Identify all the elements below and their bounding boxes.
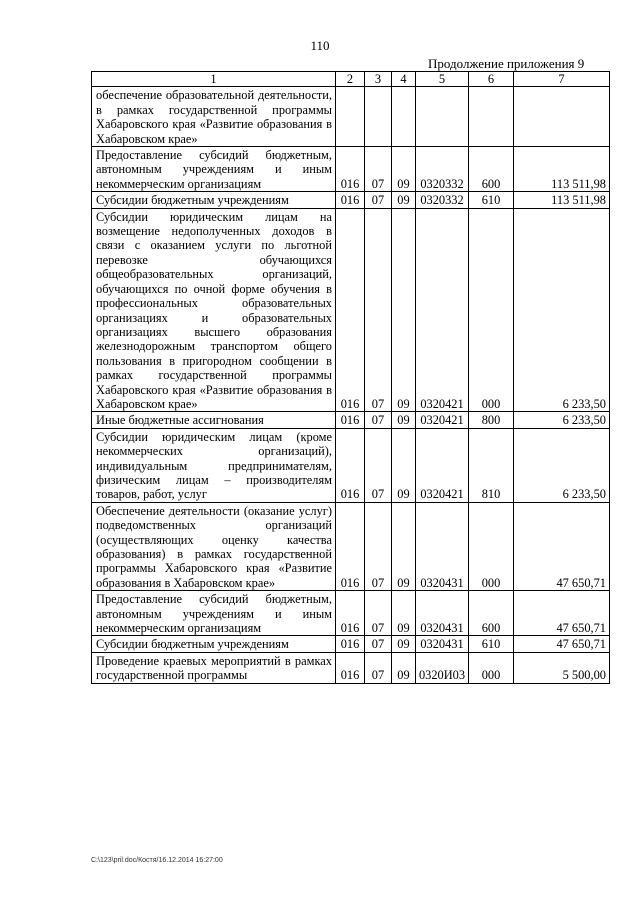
header-cell: 1 bbox=[92, 72, 336, 87]
header-cell: 4 bbox=[392, 72, 416, 87]
row-description: Субсидии бюджетным учреждениям bbox=[92, 192, 336, 208]
row-description: Субсидии юридическим лицам (кроме некоммерческих организаций), индивидуальным предпринимателям, физическим лицам – производителям товаров, работ, услуг bbox=[92, 428, 336, 502]
header-cell: 7 bbox=[514, 72, 610, 87]
cell-amount: 5 500,00 bbox=[514, 652, 610, 683]
cell-ministry: 016 bbox=[336, 652, 365, 683]
cell-ministry: 016 bbox=[336, 208, 365, 412]
table-row bbox=[92, 591, 610, 636]
table-row bbox=[92, 87, 610, 147]
cell-amount: 47 650,71 bbox=[514, 636, 610, 652]
cell-expense-type: 810 bbox=[469, 428, 514, 502]
cell-ministry bbox=[336, 87, 365, 147]
table-header-row bbox=[92, 72, 610, 87]
cell-target-article: 0320421 bbox=[416, 208, 469, 412]
cell-section: 07 bbox=[365, 412, 392, 428]
table-row bbox=[92, 192, 610, 208]
cell-subsection: 09 bbox=[392, 428, 416, 502]
cell-target-article: 0320431 bbox=[416, 502, 469, 590]
table-row bbox=[92, 208, 610, 412]
cell-expense-type: 800 bbox=[469, 412, 514, 428]
cell-target-article: 0320421 bbox=[416, 412, 469, 428]
table-row bbox=[92, 147, 610, 192]
table-row bbox=[92, 636, 610, 652]
cell-subsection: 09 bbox=[392, 652, 416, 683]
cell-expense-type: 610 bbox=[469, 192, 514, 208]
row-description: Предоставление субсидий бюджетным, автономным учреждениям и иным некоммерческим организациям bbox=[92, 591, 336, 636]
cell-section bbox=[365, 87, 392, 147]
cell-section: 07 bbox=[365, 208, 392, 412]
cell-expense-type: 610 bbox=[469, 636, 514, 652]
header-cell: 2 bbox=[336, 72, 365, 87]
table-row bbox=[92, 412, 610, 428]
cell-ministry: 016 bbox=[336, 636, 365, 652]
cell-target-article: 0320И03 bbox=[416, 652, 469, 683]
cell-section: 07 bbox=[365, 428, 392, 502]
cell-expense-type: 000 bbox=[469, 502, 514, 590]
file-path-footer: C:\123\pril.doc/Костя/16.12.2014 16:27:00 bbox=[91, 857, 223, 864]
cell-section: 07 bbox=[365, 147, 392, 192]
row-description: Иные бюджетные ассигнования bbox=[92, 412, 336, 428]
cell-target-article: 0320332 bbox=[416, 192, 469, 208]
row-description: Проведение краевых мероприятий в рамках государственной программы bbox=[92, 652, 336, 683]
cell-amount bbox=[514, 87, 610, 147]
cell-subsection: 09 bbox=[392, 412, 416, 428]
cell-amount: 6 233,50 bbox=[514, 428, 610, 502]
cell-subsection: 09 bbox=[392, 502, 416, 590]
cell-expense-type: 600 bbox=[469, 147, 514, 192]
table-row bbox=[92, 652, 610, 683]
cell-expense-type bbox=[469, 87, 514, 147]
cell-target-article: 0320431 bbox=[416, 636, 469, 652]
cell-subsection bbox=[392, 87, 416, 147]
cell-subsection: 09 bbox=[392, 147, 416, 192]
header-cell: 6 bbox=[469, 72, 514, 87]
cell-target-article: 0320332 bbox=[416, 147, 469, 192]
cell-subsection: 09 bbox=[392, 591, 416, 636]
cell-section: 07 bbox=[365, 502, 392, 590]
cell-ministry: 016 bbox=[336, 192, 365, 208]
page-number: 110 bbox=[310, 38, 330, 53]
cell-target-article: 0320431 bbox=[416, 591, 469, 636]
row-description: Субсидии юридическим лицам на возмещение недополученных доходов в связи с оказанием услуги по льготной перевозке обучающихся общеобразовательных организаций, обучающихся по очной форме обучения в профессиональных образовательных организациях и образовательных организациях высшего образования железнодорожным транспортом общего пользования в пригородном сообщении в рамках государственной программы Хабаровского края «Развитие образования в Хабаровском крае» bbox=[92, 208, 336, 412]
table-row bbox=[92, 428, 610, 502]
cell-amount: 113 511,98 bbox=[514, 192, 610, 208]
cell-section: 07 bbox=[365, 652, 392, 683]
cell-section: 07 bbox=[365, 591, 392, 636]
cell-expense-type: 000 bbox=[469, 208, 514, 412]
cell-amount: 47 650,71 bbox=[514, 502, 610, 590]
cell-amount: 113 511,98 bbox=[514, 147, 610, 192]
table-row bbox=[92, 502, 610, 590]
header-cell: 5 bbox=[416, 72, 469, 87]
cell-target-article: 0320421 bbox=[416, 428, 469, 502]
cell-expense-type: 000 bbox=[469, 652, 514, 683]
row-description: Предоставление субсидий бюджетным, автономным учреждениям и иным некоммерческим организациям bbox=[92, 147, 336, 192]
header-cell: 3 bbox=[365, 72, 392, 87]
cell-subsection: 09 bbox=[392, 636, 416, 652]
cell-section: 07 bbox=[365, 192, 392, 208]
cell-amount: 6 233,50 bbox=[514, 412, 610, 428]
cell-target-article bbox=[416, 87, 469, 147]
row-description: Субсидии бюджетным учреждениям bbox=[92, 636, 336, 652]
cell-ministry: 016 bbox=[336, 147, 365, 192]
cell-subsection: 09 bbox=[392, 208, 416, 412]
cell-ministry: 016 bbox=[336, 591, 365, 636]
cell-ministry: 016 bbox=[336, 428, 365, 502]
cell-amount: 6 233,50 bbox=[514, 208, 610, 412]
row-description: обеспечение образовательной деятельности, в рамках государственной программы Хабаровского края «Развитие образования в Хабаровском крае» bbox=[92, 87, 336, 147]
cell-amount: 47 650,71 bbox=[514, 591, 610, 636]
budget-table bbox=[91, 71, 610, 684]
cell-ministry: 016 bbox=[336, 502, 365, 590]
cell-ministry: 016 bbox=[336, 412, 365, 428]
continuation-label: Продолжение приложения 9 bbox=[428, 56, 585, 71]
row-description: Обеспечение деятельности (оказание услуг) подведомственных организаций (осуществляющих оценку качества образования) в рамках государственной программы Хабаровского края «Развитие образования в Хабаровском крае» bbox=[92, 502, 336, 590]
cell-subsection: 09 bbox=[392, 192, 416, 208]
cell-section: 07 bbox=[365, 636, 392, 652]
cell-expense-type: 600 bbox=[469, 591, 514, 636]
